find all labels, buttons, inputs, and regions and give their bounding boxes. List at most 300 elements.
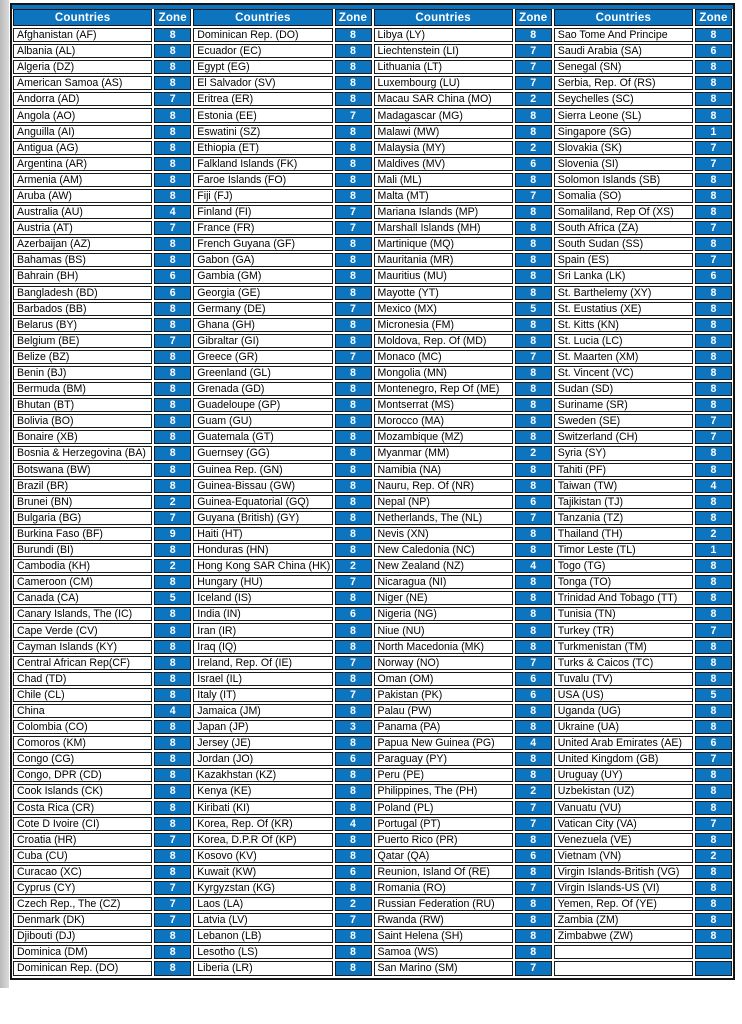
zone-cell: 8 xyxy=(515,318,552,332)
table-row xyxy=(374,801,552,815)
table-row xyxy=(193,414,371,428)
zone-cell: 8 xyxy=(154,141,191,155)
zone-cell: 8 xyxy=(335,833,372,847)
table-row xyxy=(374,913,552,927)
zone-cell: 7 xyxy=(515,961,552,975)
table-row xyxy=(193,720,371,734)
zone-cell: 8 xyxy=(154,607,191,621)
country-cell: Micronesia (FM) xyxy=(374,318,513,332)
table-row xyxy=(374,28,552,42)
zone-cell: 8 xyxy=(695,607,732,621)
table-row xyxy=(193,865,371,879)
table-row xyxy=(374,929,552,943)
country-cell: Ireland, Rep. Of (IE) xyxy=(193,656,332,670)
country-cell: Tuvalu (TV) xyxy=(554,672,693,686)
table-row xyxy=(374,543,552,557)
table-row xyxy=(193,76,371,90)
zone-cell: 6 xyxy=(335,607,372,621)
table-row xyxy=(554,961,732,975)
zone-cell: 8 xyxy=(335,44,372,58)
table-row xyxy=(554,60,732,74)
zone-cell: 7 xyxy=(695,157,732,171)
header-row xyxy=(193,9,371,26)
zone-cell: 8 xyxy=(335,382,372,396)
zone-cell: 8 xyxy=(335,463,372,477)
zone-cell: 7 xyxy=(335,688,372,702)
country-cell: Panama (PA) xyxy=(374,720,513,734)
country-cell: Bhutan (BT) xyxy=(13,398,152,412)
table-row xyxy=(554,350,732,364)
country-cell: Oman (OM) xyxy=(374,672,513,686)
table-row xyxy=(193,446,371,460)
country-cell: Bonaire (XB) xyxy=(13,430,152,444)
country-cell: Ghana (GH) xyxy=(193,318,332,332)
table-row xyxy=(13,591,191,605)
table-row xyxy=(374,817,552,831)
country-cell: Barbados (BB) xyxy=(13,302,152,316)
country-cell: Hong Kong SAR China (HK) xyxy=(193,559,332,573)
country-cell: Trinidad And Tobago (TT) xyxy=(554,591,693,605)
table-row xyxy=(554,92,732,106)
country-cell: Mexico (MX) xyxy=(374,302,513,316)
zone-cell: 2 xyxy=(515,784,552,798)
table-row xyxy=(13,125,191,139)
country-cell: Comoros (KM) xyxy=(13,736,152,750)
country-cell: Iran (IR) xyxy=(193,623,332,637)
country-cell: Djibouti (DJ) xyxy=(13,929,152,943)
zone-cell: 7 xyxy=(515,189,552,203)
zone-cell: 8 xyxy=(154,575,191,589)
country-cell: Chile (CL) xyxy=(13,688,152,702)
country-cell: Armenia (AM) xyxy=(13,173,152,187)
country-cell: Angola (AO) xyxy=(13,108,152,122)
zone-cell: 8 xyxy=(695,656,732,670)
table-row xyxy=(374,656,552,670)
zone-header: Zone xyxy=(154,9,191,26)
country-cell: Nigeria (NG) xyxy=(374,607,513,621)
table-row xyxy=(13,897,191,911)
table-row xyxy=(554,607,732,621)
table-row xyxy=(13,479,191,493)
zone-cell: 8 xyxy=(154,929,191,943)
country-cell: Central African Rep(CF) xyxy=(13,656,152,670)
country-cell: Pakistan (PK) xyxy=(374,688,513,702)
column-group xyxy=(13,9,191,976)
table-row xyxy=(554,768,732,782)
zone-cell: 8 xyxy=(335,92,372,106)
zone-cell: 7 xyxy=(154,92,191,106)
country-cell: Uruguay (UY) xyxy=(554,768,693,782)
country-cell: Kazakhstan (KZ) xyxy=(193,768,332,782)
country-cell: Guinea-Equatorial (GQ) xyxy=(193,495,332,509)
table-row xyxy=(374,961,552,975)
country-cell: Congo, DPR (CD) xyxy=(13,768,152,782)
country-cell: Taiwan (TW) xyxy=(554,479,693,493)
header-row xyxy=(13,9,191,26)
table-row xyxy=(193,157,371,171)
country-cell: Bahamas (BS) xyxy=(13,253,152,267)
zone-cell: 2 xyxy=(515,92,552,106)
country-cell: Macau SAR China (MO) xyxy=(374,92,513,106)
zone-cell: 8 xyxy=(515,752,552,766)
zone-cell: 8 xyxy=(695,350,732,364)
zone-cell: 8 xyxy=(154,865,191,879)
country-cell: Grenada (GD) xyxy=(193,382,332,396)
table-row xyxy=(193,189,371,203)
country-cell: Marshall Islands (MH) xyxy=(374,221,513,235)
table-row xyxy=(193,430,371,444)
country-cell: Nevis (XN) xyxy=(374,527,513,541)
page-edge-shadow xyxy=(0,0,9,988)
country-cell: Aruba (AW) xyxy=(13,189,152,203)
table-row xyxy=(13,302,191,316)
table-row xyxy=(13,44,191,58)
zone-cell: 1 xyxy=(695,125,732,139)
table-row xyxy=(554,446,732,460)
table-row xyxy=(374,640,552,654)
country-cell: Fiji (FJ) xyxy=(193,189,332,203)
zone-cell: 7 xyxy=(154,881,191,895)
zone-cell: 8 xyxy=(515,334,552,348)
zone-cell: 8 xyxy=(154,945,191,959)
country-cell: Mongolia (MN) xyxy=(374,366,513,380)
country-cell: Belarus (BY) xyxy=(13,318,152,332)
table-row xyxy=(193,463,371,477)
table-row xyxy=(554,752,732,766)
zone-cell: 6 xyxy=(154,269,191,283)
country-cell: Guam (GU) xyxy=(193,414,332,428)
table-row xyxy=(193,623,371,637)
table-row xyxy=(193,527,371,541)
zone-cell: 6 xyxy=(335,865,372,879)
table-row xyxy=(13,543,191,557)
table-row xyxy=(374,768,552,782)
zone-cell: 8 xyxy=(515,28,552,42)
zone-cell: 7 xyxy=(154,833,191,847)
zone-cell: 6 xyxy=(515,495,552,509)
country-cell: New Caledonia (NC) xyxy=(374,543,513,557)
country-cell: Switzerland (CH) xyxy=(554,430,693,444)
table-row xyxy=(374,366,552,380)
table-row xyxy=(374,881,552,895)
zone-cell: 8 xyxy=(154,28,191,42)
table-row xyxy=(13,913,191,927)
zone-cell: 8 xyxy=(154,253,191,267)
zone-cell: 8 xyxy=(335,543,372,557)
country-cell: Nauru, Rep. Of (NR) xyxy=(374,479,513,493)
country-cell: Argentina (AR) xyxy=(13,157,152,171)
country-cell: Faroe Islands (FO) xyxy=(193,173,332,187)
table-row xyxy=(193,302,371,316)
zone-cell: 8 xyxy=(335,784,372,798)
zone-cell: 8 xyxy=(335,430,372,444)
country-cell: American Samoa (AS) xyxy=(13,76,152,90)
table-row xyxy=(374,269,552,283)
table-row xyxy=(13,961,191,975)
country-cell: Timor Leste (TL) xyxy=(554,543,693,557)
country-cell: Cook Islands (CK) xyxy=(13,784,152,798)
table-row xyxy=(554,672,732,686)
country-cell: Guernsey (GG) xyxy=(193,446,332,460)
table-row xyxy=(13,366,191,380)
zone-cell: 8 xyxy=(695,897,732,911)
zone-cell: 8 xyxy=(335,961,372,975)
zone-cell: 8 xyxy=(515,414,552,428)
table-row xyxy=(554,865,732,879)
country-cell: Bolivia (BO) xyxy=(13,414,152,428)
country-cell: Sierra Leone (SL) xyxy=(554,108,693,122)
table-row xyxy=(554,736,732,750)
table-row xyxy=(374,253,552,267)
zone-cell: 8 xyxy=(515,125,552,139)
zone-cell: 8 xyxy=(335,801,372,815)
table-row xyxy=(13,865,191,879)
zone-cell: 6 xyxy=(695,736,732,750)
zone-cell: 8 xyxy=(154,736,191,750)
country-cell: Palau (PW) xyxy=(374,704,513,718)
country-cell: Poland (PL) xyxy=(374,801,513,815)
table-row xyxy=(554,237,732,251)
zone-cell: 8 xyxy=(335,253,372,267)
country-cell: Finland (FI) xyxy=(193,205,332,219)
zone-cell: 8 xyxy=(335,125,372,139)
country-cell: Jordan (JO) xyxy=(193,752,332,766)
table-row xyxy=(193,913,371,927)
zone-cell: 8 xyxy=(154,640,191,654)
country-cell: Romania (RO) xyxy=(374,881,513,895)
table-row xyxy=(554,269,732,283)
country-cell: Dominican Rep. (DO) xyxy=(193,28,332,42)
zone-cell: 8 xyxy=(335,768,372,782)
country-cell: Congo (CG) xyxy=(13,752,152,766)
table-row xyxy=(554,76,732,90)
table-row xyxy=(374,157,552,171)
zone-cell: 8 xyxy=(154,125,191,139)
table-row xyxy=(13,720,191,734)
country-cell: Cameroon (CM) xyxy=(13,575,152,589)
countries-header: Countries xyxy=(554,9,693,26)
country-cell: Costa Rica (CR) xyxy=(13,801,152,815)
table-row xyxy=(13,173,191,187)
country-cell: Andorra (AD) xyxy=(13,92,152,106)
country-cell: St. Kitts (KN) xyxy=(554,318,693,332)
country-cell: Kiribati (KI) xyxy=(193,801,332,815)
zone-cell: 8 xyxy=(515,205,552,219)
zone-cell: 7 xyxy=(515,817,552,831)
table-row xyxy=(13,350,191,364)
table-row xyxy=(13,221,191,235)
zone-cell: 8 xyxy=(154,237,191,251)
zone-cell: 8 xyxy=(335,945,372,959)
zone-cell: 4 xyxy=(335,817,372,831)
zone-cell: 8 xyxy=(154,318,191,332)
country-cell: Mali (ML) xyxy=(374,173,513,187)
zone-cell: 7 xyxy=(695,141,732,155)
zone-cell: 8 xyxy=(515,237,552,251)
country-cell: South Africa (ZA) xyxy=(554,221,693,235)
zone-cell: 8 xyxy=(154,961,191,975)
column-group xyxy=(374,9,552,976)
zone-cell: 2 xyxy=(154,559,191,573)
country-cell: Sao Tome And Principe xyxy=(554,28,693,42)
table-row xyxy=(554,173,732,187)
table-row xyxy=(13,334,191,348)
zone-cell: 8 xyxy=(515,720,552,734)
country-cell: Guinea Rep. (GN) xyxy=(193,463,332,477)
zone-cell: 7 xyxy=(154,511,191,525)
table-row xyxy=(13,76,191,90)
country-cell: Morocco (MA) xyxy=(374,414,513,428)
country-cell: Latvia (LV) xyxy=(193,913,332,927)
table-row xyxy=(554,318,732,332)
country-cell: Myanmar (MM) xyxy=(374,446,513,460)
country-cell xyxy=(554,961,693,975)
zone-cell: 8 xyxy=(515,366,552,380)
table-row xyxy=(554,125,732,139)
table-row xyxy=(193,961,371,975)
country-cell: Bangladesh (BD) xyxy=(13,286,152,300)
country-cell: Tunisia (TN) xyxy=(554,607,693,621)
zone-cell: 8 xyxy=(695,768,732,782)
country-cell: Tanzania (TZ) xyxy=(554,511,693,525)
table-row xyxy=(13,430,191,444)
zone-cell: 8 xyxy=(695,559,732,573)
table-row xyxy=(193,736,371,750)
zone-cell: 4 xyxy=(154,205,191,219)
table-row xyxy=(554,801,732,815)
country-cell: Peru (PE) xyxy=(374,768,513,782)
country-cell: Cayman Islands (KY) xyxy=(13,640,152,654)
country-cell: Mariana Islands (MP) xyxy=(374,205,513,219)
table-row xyxy=(193,688,371,702)
zone-cell: 8 xyxy=(515,575,552,589)
zone-cell: 8 xyxy=(695,833,732,847)
country-cell: Malaysia (MY) xyxy=(374,141,513,155)
zone-cell: 8 xyxy=(695,929,732,943)
zone-cell: 8 xyxy=(154,398,191,412)
zone-cell: 8 xyxy=(695,511,732,525)
table-row xyxy=(193,945,371,959)
country-cell: Dominica (DM) xyxy=(13,945,152,959)
country-cell: St. Lucia (LC) xyxy=(554,334,693,348)
country-cell: Monaco (MC) xyxy=(374,350,513,364)
zone-cell: 8 xyxy=(515,108,552,122)
table-row xyxy=(193,334,371,348)
country-cell: India (IN) xyxy=(193,607,332,621)
country-cell: El Salvador (SV) xyxy=(193,76,332,90)
table-row xyxy=(554,189,732,203)
zone-cell: 8 xyxy=(515,897,552,911)
country-cell: Guatemala (GT) xyxy=(193,430,332,444)
countries-header: Countries xyxy=(193,9,332,26)
zone-cell: 8 xyxy=(154,817,191,831)
table-row xyxy=(554,286,732,300)
table-row xyxy=(374,44,552,58)
country-cell: France (FR) xyxy=(193,221,332,235)
zone-cell: 8 xyxy=(335,334,372,348)
zone-cell: 8 xyxy=(335,141,372,155)
table-row xyxy=(193,269,371,283)
country-cell: Iraq (IQ) xyxy=(193,640,332,654)
table-row xyxy=(13,253,191,267)
table-row xyxy=(193,784,371,798)
zone-cell: 8 xyxy=(154,479,191,493)
table-row xyxy=(13,881,191,895)
zone-cell: 8 xyxy=(335,640,372,654)
zone-cell: 8 xyxy=(335,623,372,637)
country-cell: Qatar (QA) xyxy=(374,849,513,863)
country-cell: Lesotho (LS) xyxy=(193,945,332,959)
country-cell: Honduras (HN) xyxy=(193,543,332,557)
country-cell: Cape Verde (CV) xyxy=(13,623,152,637)
country-cell: Kyrgyzstan (KG) xyxy=(193,881,332,895)
country-cell: Lithuania (LT) xyxy=(374,60,513,74)
zone-cell: 8 xyxy=(154,768,191,782)
country-cell: Greece (GR) xyxy=(193,350,332,364)
country-cell: Croatia (HR) xyxy=(13,833,152,847)
table-row xyxy=(374,688,552,702)
table-row xyxy=(554,302,732,316)
zone-cell: 8 xyxy=(154,688,191,702)
country-cell: Sudan (SD) xyxy=(554,382,693,396)
table-row xyxy=(554,704,732,718)
country-cell: Saudi Arabia (SA) xyxy=(554,44,693,58)
country-cell: Malta (MT) xyxy=(374,189,513,203)
country-cell: Luxembourg (LU) xyxy=(374,76,513,90)
zone-cell: 8 xyxy=(515,269,552,283)
country-cell: Tahiti (PF) xyxy=(554,463,693,477)
zone-cell: 8 xyxy=(695,720,732,734)
table-row xyxy=(13,607,191,621)
zone-cell: 8 xyxy=(335,736,372,750)
table-row xyxy=(193,125,371,139)
table-row xyxy=(554,640,732,654)
zone-cell xyxy=(695,961,732,975)
zone-cell: 8 xyxy=(335,672,372,686)
zone-cell: 8 xyxy=(154,382,191,396)
table-row xyxy=(554,414,732,428)
zone-cell: 7 xyxy=(515,656,552,670)
table-row xyxy=(374,720,552,734)
table-row xyxy=(554,398,732,412)
table-row xyxy=(13,463,191,477)
zone-cell: 8 xyxy=(335,414,372,428)
country-cell: Sweden (SE) xyxy=(554,414,693,428)
table-row xyxy=(554,945,732,959)
table-row xyxy=(193,801,371,815)
table-row xyxy=(374,430,552,444)
country-cell: China xyxy=(13,704,152,718)
zone-cell: 8 xyxy=(335,704,372,718)
country-cell: Mozambique (MZ) xyxy=(374,430,513,444)
zone-cell: 8 xyxy=(695,366,732,380)
zone-cell: 8 xyxy=(335,318,372,332)
zone-cell: 6 xyxy=(695,269,732,283)
country-cell: Hungary (HU) xyxy=(193,575,332,589)
country-cell: Guadeloupe (GP) xyxy=(193,398,332,412)
country-cell: Philippines, The (PH) xyxy=(374,784,513,798)
table-row xyxy=(554,817,732,831)
zone-cell: 8 xyxy=(335,527,372,541)
table-row xyxy=(374,108,552,122)
table-row xyxy=(193,704,371,718)
country-cell: Jamaica (JM) xyxy=(193,704,332,718)
country-cell: Belize (BZ) xyxy=(13,350,152,364)
country-cell: Reunion, Island Of (RE) xyxy=(374,865,513,879)
table-row xyxy=(374,897,552,911)
country-cell: Vanuatu (VU) xyxy=(554,801,693,815)
country-cell: Austria (AT) xyxy=(13,221,152,235)
